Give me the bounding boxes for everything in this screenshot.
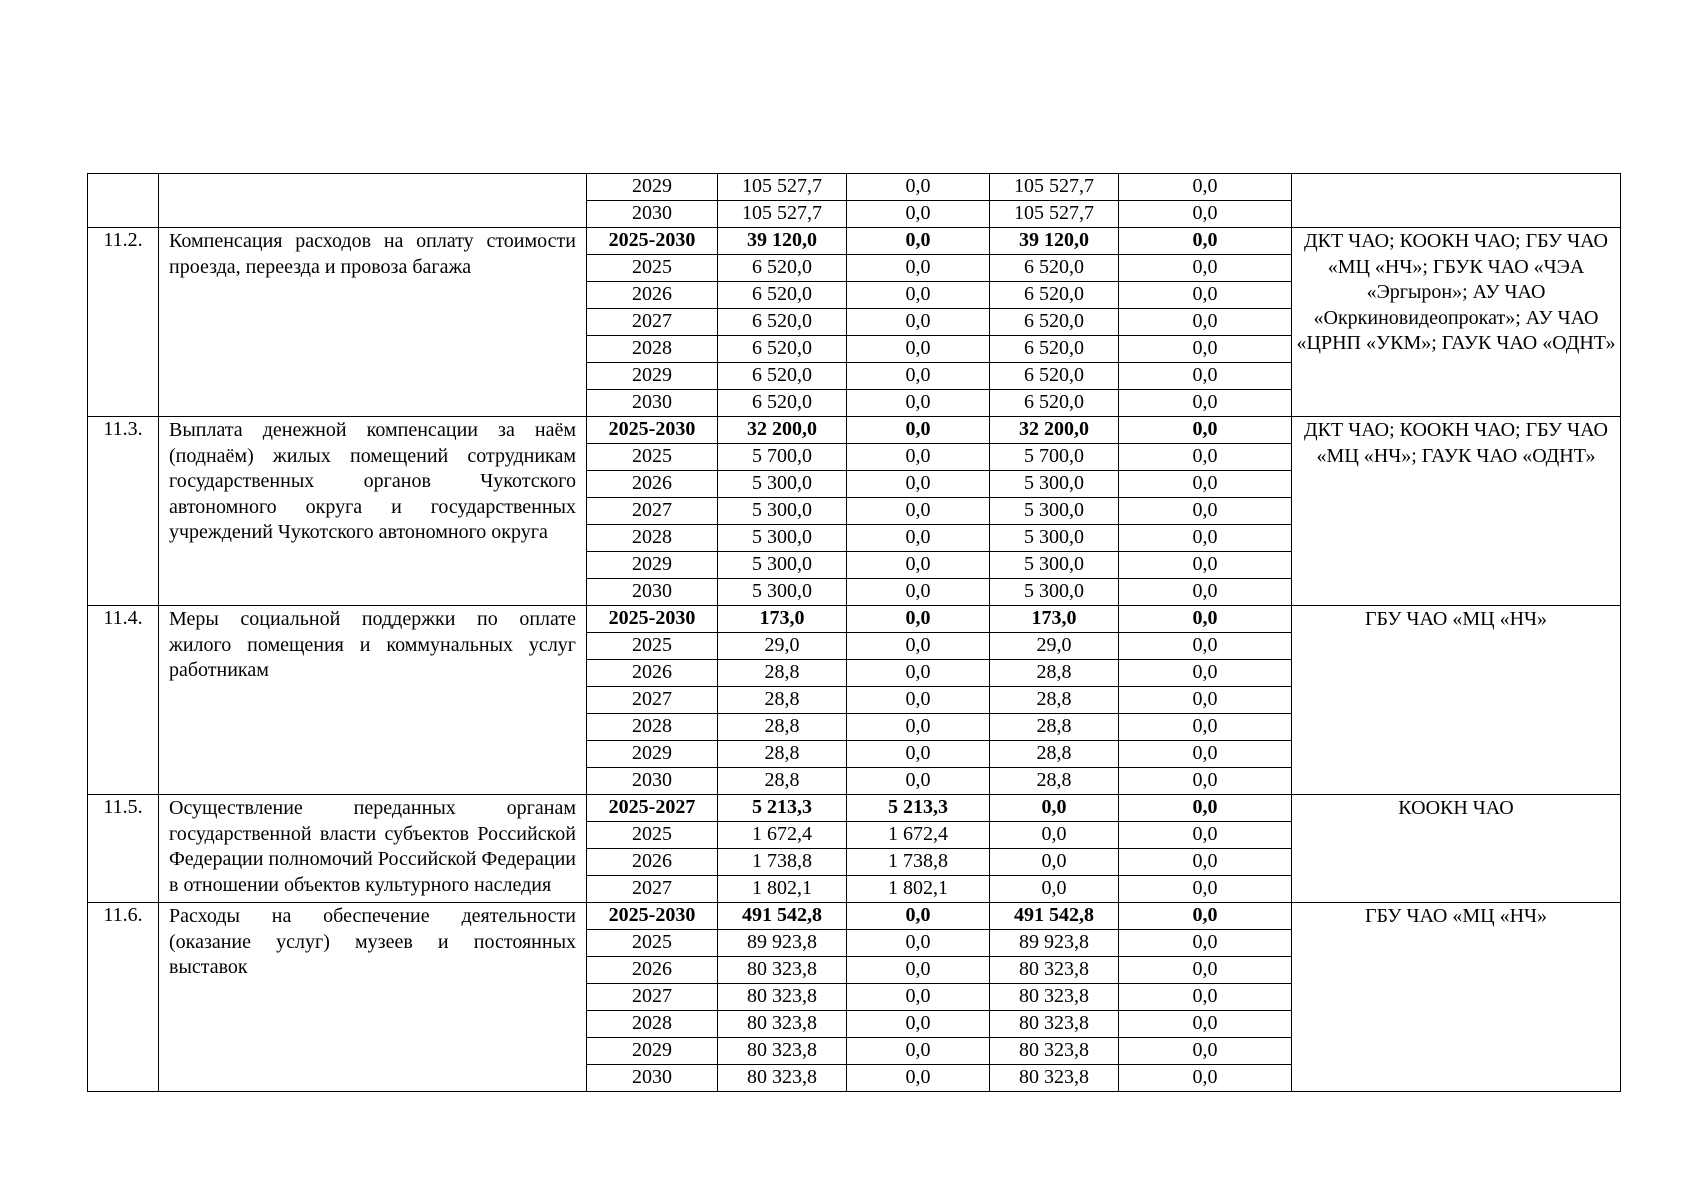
total-amount-cell: 89 923,8 bbox=[718, 930, 847, 957]
regional-budget-cell: 0,0 bbox=[990, 795, 1119, 822]
year-cell: 2026 bbox=[587, 660, 718, 687]
regional-budget-cell: 39 120,0 bbox=[990, 228, 1119, 255]
federal-budget-cell: 5 213,3 bbox=[847, 795, 990, 822]
other-sources-cell: 0,0 bbox=[1119, 498, 1292, 525]
year-cell: 2026 bbox=[587, 471, 718, 498]
total-amount-cell: 28,8 bbox=[718, 768, 847, 795]
year-cell: 2025 bbox=[587, 822, 718, 849]
federal-budget-cell: 0,0 bbox=[847, 417, 990, 444]
year-cell: 2030 bbox=[587, 390, 718, 417]
federal-budget-cell: 0,0 bbox=[847, 309, 990, 336]
other-sources-cell: 0,0 bbox=[1119, 1011, 1292, 1038]
other-sources-cell: 0,0 bbox=[1119, 768, 1292, 795]
year-cell: 2025-2030 bbox=[587, 417, 718, 444]
responsible-executor-cell: ГБУ ЧАО «МЦ «НЧ» bbox=[1292, 606, 1621, 795]
other-sources-cell: 0,0 bbox=[1119, 687, 1292, 714]
year-cell: 2025 bbox=[587, 255, 718, 282]
federal-budget-cell: 0,0 bbox=[847, 282, 990, 309]
year-cell: 2030 bbox=[587, 201, 718, 228]
item-number-cell: 11.3. bbox=[88, 417, 159, 606]
other-sources-cell: 0,0 bbox=[1119, 714, 1292, 741]
other-sources-cell: 0,0 bbox=[1119, 660, 1292, 687]
regional-budget-cell: 5 300,0 bbox=[990, 525, 1119, 552]
other-sources-cell: 0,0 bbox=[1119, 390, 1292, 417]
continued-description-cell bbox=[159, 174, 587, 228]
total-amount-cell: 28,8 bbox=[718, 660, 847, 687]
regional-budget-cell: 28,8 bbox=[990, 660, 1119, 687]
regional-budget-cell: 5 300,0 bbox=[990, 552, 1119, 579]
federal-budget-cell: 0,0 bbox=[847, 579, 990, 606]
year-cell: 2029 bbox=[587, 552, 718, 579]
year-cell: 2025-2030 bbox=[587, 903, 718, 930]
federal-budget-cell: 0,0 bbox=[847, 498, 990, 525]
other-sources-cell: 0,0 bbox=[1119, 174, 1292, 201]
total-amount-cell: 5 300,0 bbox=[718, 552, 847, 579]
regional-budget-cell: 5 300,0 bbox=[990, 471, 1119, 498]
total-amount-cell: 6 520,0 bbox=[718, 336, 847, 363]
other-sources-cell: 0,0 bbox=[1119, 525, 1292, 552]
federal-budget-cell: 0,0 bbox=[847, 768, 990, 795]
item-number-cell: 11.2. bbox=[88, 228, 159, 417]
regional-budget-cell: 173,0 bbox=[990, 606, 1119, 633]
federal-budget-cell: 0,0 bbox=[847, 552, 990, 579]
regional-budget-cell: 0,0 bbox=[990, 822, 1119, 849]
federal-budget-cell: 0,0 bbox=[847, 741, 990, 768]
other-sources-cell: 0,0 bbox=[1119, 363, 1292, 390]
regional-budget-cell: 5 300,0 bbox=[990, 579, 1119, 606]
regional-budget-cell: 80 323,8 bbox=[990, 957, 1119, 984]
year-cell: 2025-2030 bbox=[587, 228, 718, 255]
regional-budget-cell: 5 300,0 bbox=[990, 498, 1119, 525]
other-sources-cell: 0,0 bbox=[1119, 984, 1292, 1011]
year-cell: 2028 bbox=[587, 1011, 718, 1038]
total-amount-cell: 5 300,0 bbox=[718, 525, 847, 552]
federal-budget-cell: 1 802,1 bbox=[847, 876, 990, 903]
other-sources-cell: 0,0 bbox=[1119, 1065, 1292, 1092]
regional-budget-cell: 105 527,7 bbox=[990, 174, 1119, 201]
regional-budget-cell: 0,0 bbox=[990, 876, 1119, 903]
federal-budget-cell: 0,0 bbox=[847, 903, 990, 930]
year-cell: 2027 bbox=[587, 498, 718, 525]
total-amount-cell: 32 200,0 bbox=[718, 417, 847, 444]
table-row bbox=[88, 606, 1621, 633]
item-description-cell: Выплата денежной компенсации за наём (поднаём) жилых помещений сотрудникам государственных органов Чукотского автономного округа и государственных учреждений Чукотского автономного округа bbox=[159, 417, 587, 606]
continued-responsible-cell bbox=[1292, 174, 1621, 228]
item-description-cell: Осуществление переданных органам государственной власти субъектов Российской Федерации полномочий Российской Федерации в отношении объектов культурного наследия bbox=[159, 795, 587, 903]
regional-budget-cell: 28,8 bbox=[990, 714, 1119, 741]
federal-budget-cell: 0,0 bbox=[847, 1065, 990, 1092]
federal-budget-cell: 0,0 bbox=[847, 336, 990, 363]
table-row bbox=[88, 174, 1621, 201]
other-sources-cell: 0,0 bbox=[1119, 255, 1292, 282]
federal-budget-cell: 0,0 bbox=[847, 930, 990, 957]
other-sources-cell: 0,0 bbox=[1119, 444, 1292, 471]
regional-budget-cell: 28,8 bbox=[990, 768, 1119, 795]
year-cell: 2030 bbox=[587, 579, 718, 606]
federal-budget-cell: 0,0 bbox=[847, 255, 990, 282]
total-amount-cell: 5 213,3 bbox=[718, 795, 847, 822]
federal-budget-cell: 0,0 bbox=[847, 228, 990, 255]
total-amount-cell: 1 672,4 bbox=[718, 822, 847, 849]
other-sources-cell: 0,0 bbox=[1119, 282, 1292, 309]
year-cell: 2027 bbox=[587, 984, 718, 1011]
other-sources-cell: 0,0 bbox=[1119, 930, 1292, 957]
item-number-cell: 11.4. bbox=[88, 606, 159, 795]
year-cell: 2027 bbox=[587, 876, 718, 903]
total-amount-cell: 28,8 bbox=[718, 687, 847, 714]
regional-budget-cell: 89 923,8 bbox=[990, 930, 1119, 957]
other-sources-cell: 0,0 bbox=[1119, 633, 1292, 660]
total-amount-cell: 6 520,0 bbox=[718, 309, 847, 336]
table-row bbox=[88, 417, 1621, 444]
federal-budget-cell: 0,0 bbox=[847, 633, 990, 660]
other-sources-cell: 0,0 bbox=[1119, 741, 1292, 768]
year-cell: 2025-2030 bbox=[587, 606, 718, 633]
regional-budget-cell: 28,8 bbox=[990, 741, 1119, 768]
other-sources-cell: 0,0 bbox=[1119, 822, 1292, 849]
regional-budget-cell: 80 323,8 bbox=[990, 1011, 1119, 1038]
year-cell: 2027 bbox=[587, 687, 718, 714]
responsible-executor-cell: КООКН ЧАО bbox=[1292, 795, 1621, 903]
federal-budget-cell: 0,0 bbox=[847, 471, 990, 498]
federal-budget-cell: 0,0 bbox=[847, 174, 990, 201]
responsible-executor-cell: ГБУ ЧАО «МЦ «НЧ» bbox=[1292, 903, 1621, 1092]
other-sources-cell: 0,0 bbox=[1119, 336, 1292, 363]
table-row bbox=[88, 228, 1621, 255]
regional-budget-cell: 6 520,0 bbox=[990, 255, 1119, 282]
total-amount-cell: 491 542,8 bbox=[718, 903, 847, 930]
other-sources-cell: 0,0 bbox=[1119, 1038, 1292, 1065]
regional-budget-cell: 6 520,0 bbox=[990, 363, 1119, 390]
total-amount-cell: 105 527,7 bbox=[718, 201, 847, 228]
other-sources-cell: 0,0 bbox=[1119, 579, 1292, 606]
federal-budget-cell: 0,0 bbox=[847, 444, 990, 471]
funding-table bbox=[87, 173, 1621, 1092]
regional-budget-cell: 80 323,8 bbox=[990, 1038, 1119, 1065]
regional-budget-cell: 6 520,0 bbox=[990, 390, 1119, 417]
continued-number-cell bbox=[88, 174, 159, 228]
federal-budget-cell: 0,0 bbox=[847, 606, 990, 633]
year-cell: 2025-2027 bbox=[587, 795, 718, 822]
federal-budget-cell: 1 672,4 bbox=[847, 822, 990, 849]
year-cell: 2029 bbox=[587, 174, 718, 201]
federal-budget-cell: 0,0 bbox=[847, 525, 990, 552]
other-sources-cell: 0,0 bbox=[1119, 957, 1292, 984]
total-amount-cell: 6 520,0 bbox=[718, 363, 847, 390]
regional-budget-cell: 6 520,0 bbox=[990, 282, 1119, 309]
federal-budget-cell: 0,0 bbox=[847, 390, 990, 417]
total-amount-cell: 6 520,0 bbox=[718, 282, 847, 309]
federal-budget-cell: 0,0 bbox=[847, 1011, 990, 1038]
total-amount-cell: 5 700,0 bbox=[718, 444, 847, 471]
total-amount-cell: 5 300,0 bbox=[718, 498, 847, 525]
table-row bbox=[88, 903, 1621, 930]
regional-budget-cell: 28,8 bbox=[990, 687, 1119, 714]
year-cell: 2029 bbox=[587, 741, 718, 768]
total-amount-cell: 28,8 bbox=[718, 741, 847, 768]
regional-budget-cell: 32 200,0 bbox=[990, 417, 1119, 444]
total-amount-cell: 6 520,0 bbox=[718, 255, 847, 282]
other-sources-cell: 0,0 bbox=[1119, 552, 1292, 579]
table-row bbox=[88, 795, 1621, 822]
regional-budget-cell: 29,0 bbox=[990, 633, 1119, 660]
year-cell: 2026 bbox=[587, 957, 718, 984]
table-body bbox=[88, 174, 1621, 1092]
other-sources-cell: 0,0 bbox=[1119, 417, 1292, 444]
total-amount-cell: 80 323,8 bbox=[718, 984, 847, 1011]
other-sources-cell: 0,0 bbox=[1119, 201, 1292, 228]
other-sources-cell: 0,0 bbox=[1119, 309, 1292, 336]
year-cell: 2025 bbox=[587, 444, 718, 471]
year-cell: 2030 bbox=[587, 768, 718, 795]
federal-budget-cell: 0,0 bbox=[847, 1038, 990, 1065]
responsible-executor-cell: ДКТ ЧАО; КООКН ЧАО; ГБУ ЧАО «МЦ «НЧ»; ГБУК ЧАО «ЧЭА «Эргырон»; АУ ЧАО «Окркиновидеопрокат»; АУ ЧАО «ЦРНП «УКМ»; ГАУК ЧАО «ОДНТ» bbox=[1292, 228, 1621, 417]
year-cell: 2025 bbox=[587, 633, 718, 660]
total-amount-cell: 1 802,1 bbox=[718, 876, 847, 903]
item-description-cell: Компенсация расходов на оплату стоимости проезда, переезда и провоза багажа bbox=[159, 228, 587, 417]
total-amount-cell: 173,0 bbox=[718, 606, 847, 633]
regional-budget-cell: 5 700,0 bbox=[990, 444, 1119, 471]
year-cell: 2026 bbox=[587, 849, 718, 876]
regional-budget-cell: 105 527,7 bbox=[990, 201, 1119, 228]
item-description-cell: Расходы на обеспечение деятельности (оказание услуг) музеев и постоянных выставок bbox=[159, 903, 587, 1092]
total-amount-cell: 80 323,8 bbox=[718, 1011, 847, 1038]
other-sources-cell: 0,0 bbox=[1119, 903, 1292, 930]
regional-budget-cell: 0,0 bbox=[990, 849, 1119, 876]
responsible-executor-cell: ДКТ ЧАО; КООКН ЧАО; ГБУ ЧАО «МЦ «НЧ»; ГАУК ЧАО «ОДНТ» bbox=[1292, 417, 1621, 606]
total-amount-cell: 80 323,8 bbox=[718, 1065, 847, 1092]
federal-budget-cell: 0,0 bbox=[847, 660, 990, 687]
regional-budget-cell: 6 520,0 bbox=[990, 309, 1119, 336]
total-amount-cell: 39 120,0 bbox=[718, 228, 847, 255]
federal-budget-cell: 0,0 bbox=[847, 201, 990, 228]
total-amount-cell: 5 300,0 bbox=[718, 579, 847, 606]
other-sources-cell: 0,0 bbox=[1119, 849, 1292, 876]
year-cell: 2026 bbox=[587, 282, 718, 309]
total-amount-cell: 6 520,0 bbox=[718, 390, 847, 417]
total-amount-cell: 105 527,7 bbox=[718, 174, 847, 201]
federal-budget-cell: 0,0 bbox=[847, 687, 990, 714]
year-cell: 2029 bbox=[587, 363, 718, 390]
year-cell: 2030 bbox=[587, 1065, 718, 1092]
other-sources-cell: 0,0 bbox=[1119, 876, 1292, 903]
regional-budget-cell: 491 542,8 bbox=[990, 903, 1119, 930]
year-cell: 2029 bbox=[587, 1038, 718, 1065]
federal-budget-cell: 0,0 bbox=[847, 957, 990, 984]
total-amount-cell: 80 323,8 bbox=[718, 957, 847, 984]
year-cell: 2028 bbox=[587, 336, 718, 363]
other-sources-cell: 0,0 bbox=[1119, 228, 1292, 255]
total-amount-cell: 80 323,8 bbox=[718, 1038, 847, 1065]
other-sources-cell: 0,0 bbox=[1119, 606, 1292, 633]
federal-budget-cell: 1 738,8 bbox=[847, 849, 990, 876]
total-amount-cell: 1 738,8 bbox=[718, 849, 847, 876]
year-cell: 2025 bbox=[587, 930, 718, 957]
total-amount-cell: 28,8 bbox=[718, 714, 847, 741]
item-description-cell: Меры социальной поддержки по оплате жилого помещения и коммунальных услуг работникам bbox=[159, 606, 587, 795]
regional-budget-cell: 80 323,8 bbox=[990, 984, 1119, 1011]
year-cell: 2028 bbox=[587, 714, 718, 741]
year-cell: 2028 bbox=[587, 525, 718, 552]
total-amount-cell: 29,0 bbox=[718, 633, 847, 660]
federal-budget-cell: 0,0 bbox=[847, 714, 990, 741]
year-cell: 2027 bbox=[587, 309, 718, 336]
federal-budget-cell: 0,0 bbox=[847, 363, 990, 390]
total-amount-cell: 5 300,0 bbox=[718, 471, 847, 498]
other-sources-cell: 0,0 bbox=[1119, 795, 1292, 822]
item-number-cell: 11.6. bbox=[88, 903, 159, 1092]
item-number-cell: 11.5. bbox=[88, 795, 159, 903]
other-sources-cell: 0,0 bbox=[1119, 471, 1292, 498]
regional-budget-cell: 80 323,8 bbox=[990, 1065, 1119, 1092]
regional-budget-cell: 6 520,0 bbox=[990, 336, 1119, 363]
federal-budget-cell: 0,0 bbox=[847, 984, 990, 1011]
